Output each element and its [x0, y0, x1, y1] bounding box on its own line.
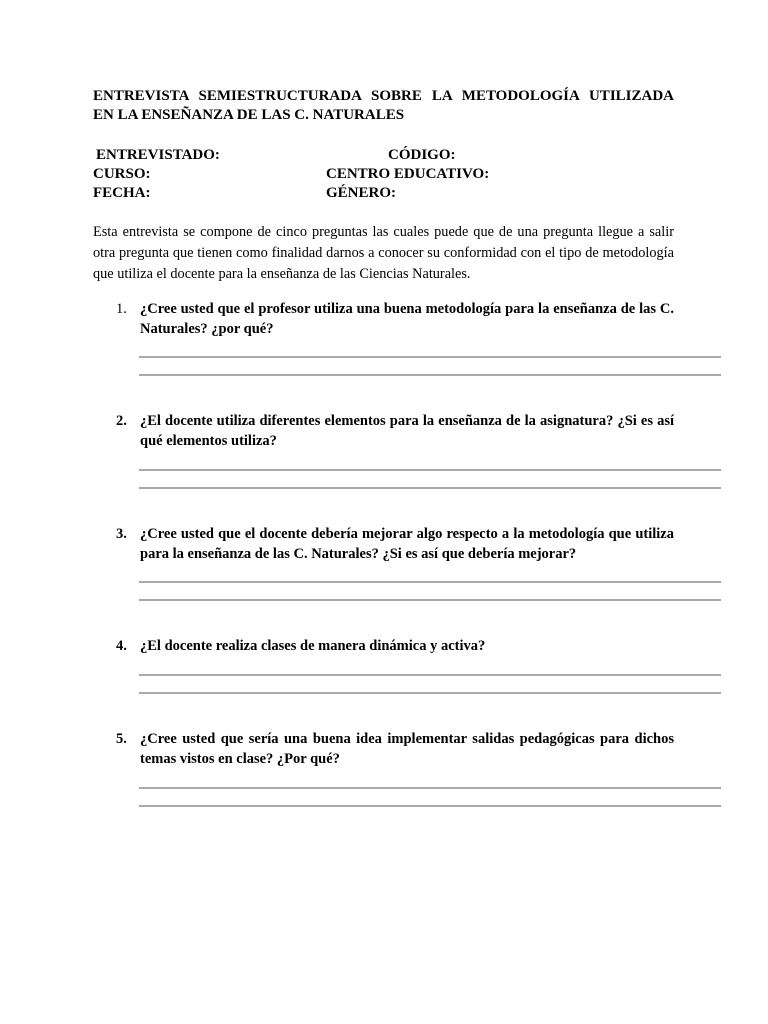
- question-1-number: 1.: [116, 301, 127, 317]
- question-4-text: ¿El docente realiza clases de manera dinámica y activa?: [140, 638, 486, 654]
- question-4-answer-line-2[interactable]: [139, 692, 721, 694]
- question-5-text: ¿Cree usted que sería una buena idea implementar salidas pedagógicas para dichos temas vistos en clase? ¿Por qué?: [140, 731, 674, 767]
- question-1-answer-line-2[interactable]: [139, 374, 721, 376]
- question-2-text: ¿El docente utiliza diferentes elementos para la enseñanza de la asignatura? ¿Si es así qué elementos utiliza?: [140, 413, 674, 449]
- question-5-number: 5.: [116, 731, 127, 747]
- intro-paragraph: Esta entrevista se compone de cinco preguntas las cuales puede que de una pregunta llegue a salir otra pregunta que tienen como finalidad darnos a conocer su conformidad con el tipo de metodología que utiliza el docente para la enseñanza de las Ciencias Naturales.: [93, 224, 674, 282]
- field-curso-label: CURSO:: [93, 166, 151, 182]
- question-4-answer-line-1[interactable]: [139, 674, 721, 676]
- question-2-answer-line-1[interactable]: [139, 469, 721, 471]
- question-3-text: ¿Cree usted que el docente debería mejorar algo respecto a la metodología que utiliza para la enseñanza de las C. Naturales? ¿Si es así que debería mejorar?: [140, 526, 674, 562]
- field-centro-educativo-label: CENTRO EDUCATIVO:: [326, 166, 490, 182]
- document-title: [93, 87, 674, 125]
- field-genero-label: GÉNERO:: [326, 185, 397, 201]
- field-fecha-label: FECHA:: [93, 185, 151, 201]
- question-5-answer-line-2[interactable]: [139, 805, 721, 807]
- question-1-answer-line-1[interactable]: [139, 356, 721, 358]
- field-codigo-label: CÓDIGO:: [388, 147, 456, 163]
- question-2-answer-line-2[interactable]: [139, 487, 721, 489]
- question-2-number: 2.: [116, 413, 127, 429]
- question-5-answer-line-1[interactable]: [139, 787, 721, 789]
- question-1-text: ¿Cree usted que el profesor utiliza una buena metodología para la enseñanza de las C. Naturales? ¿por qué?: [140, 301, 674, 337]
- field-entrevistado-label: ENTREVISTADO:: [96, 147, 220, 163]
- question-3-answer-line-1[interactable]: [139, 581, 721, 583]
- question-3-number: 3.: [116, 526, 127, 542]
- question-3-answer-line-2[interactable]: [139, 599, 721, 601]
- document-title-line-2: EN LA ENSEÑANZA DE LAS C. NATURALES: [93, 107, 405, 123]
- question-4-number: 4.: [116, 638, 127, 654]
- document-title-line-1: ENTREVISTA SEMIESTRUCTURADA SOBRE LA METODOLOGÍA UTILIZADA: [93, 88, 674, 104]
